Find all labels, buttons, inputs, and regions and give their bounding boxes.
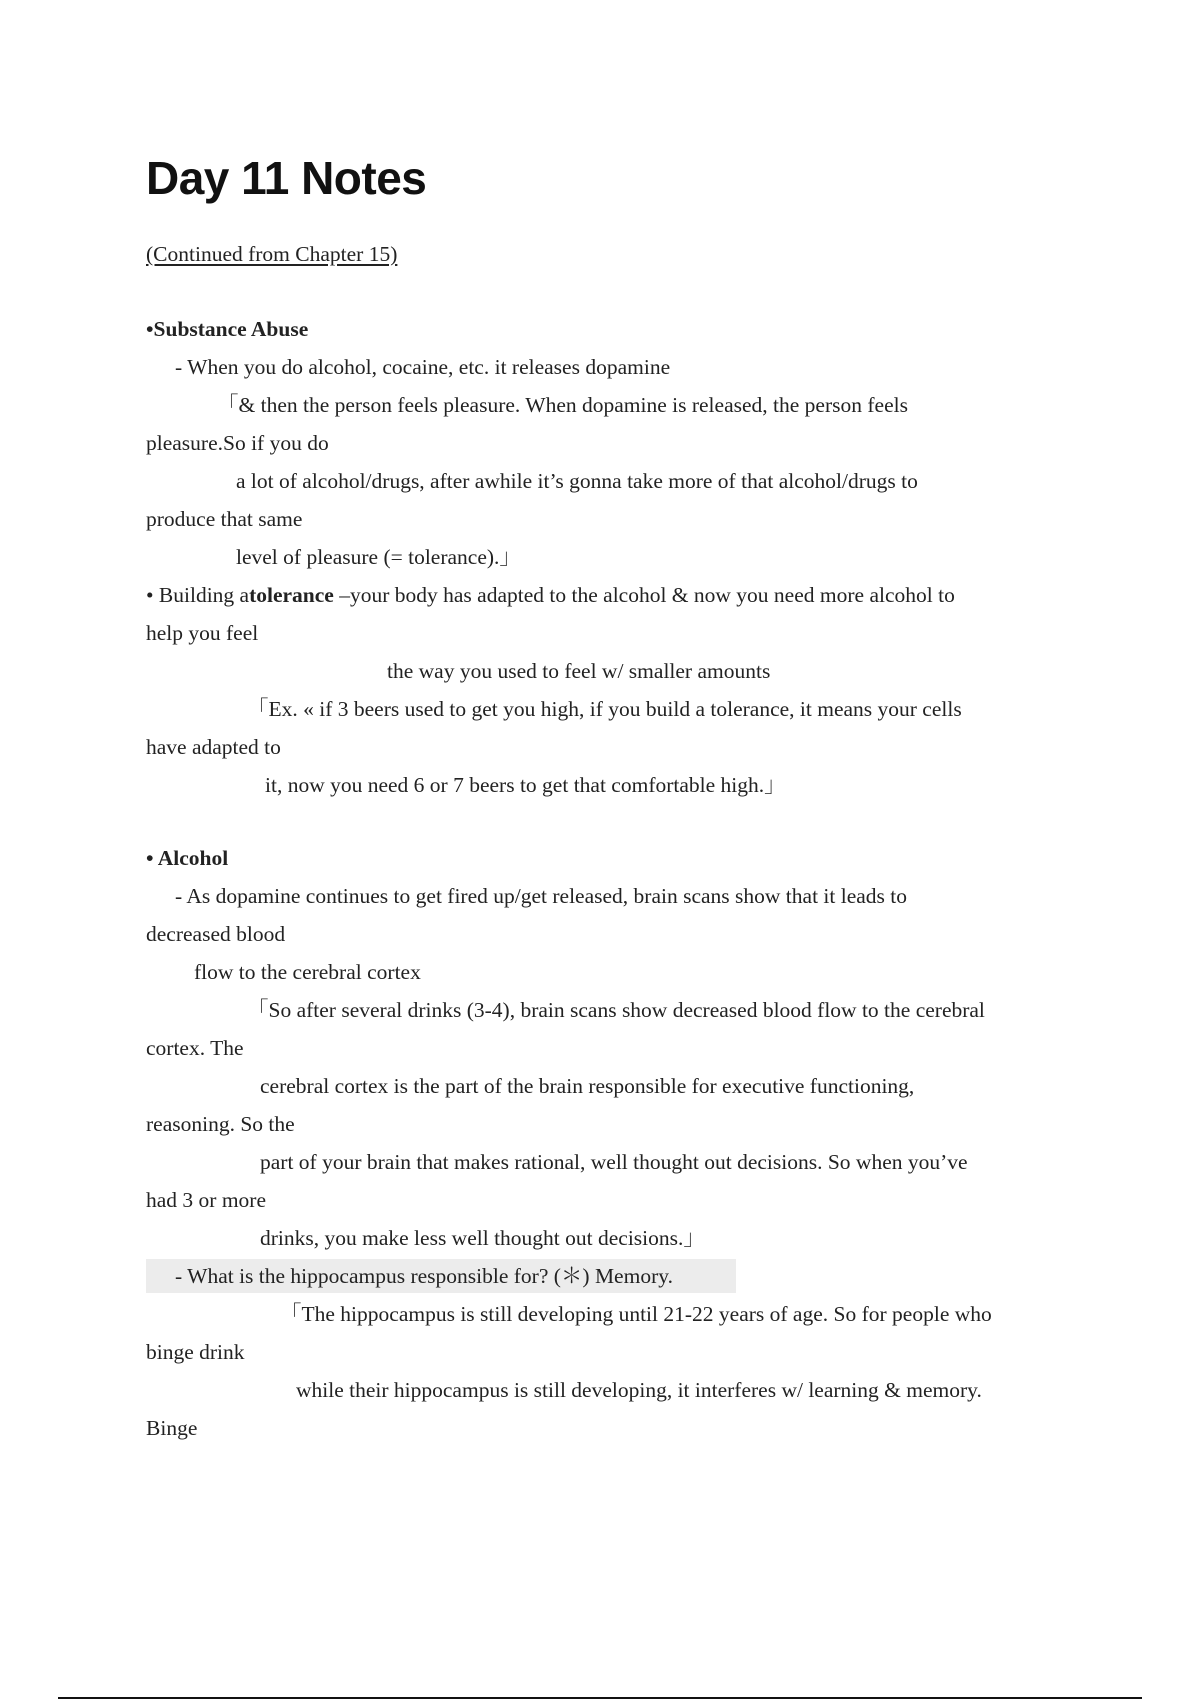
- note-line: 「The hippocampus is still developing until 21-22 years of age. So for people who: [280, 1302, 992, 1326]
- page-title: Day 11 Notes: [146, 152, 427, 204]
- note-line-tolerance: [146, 580, 955, 610]
- note-text: –your body has adapted to the alcohol & now you need more alcohol to: [333, 583, 955, 607]
- section-heading-substance-abuse: •Substance Abuse: [146, 317, 309, 341]
- note-line: binge drink: [146, 1340, 245, 1364]
- subtitle: (Continued from Chapter 15): [146, 242, 398, 266]
- note-line: had 3 or more: [146, 1188, 267, 1212]
- note-line: cerebral cortex is the part of the brain responsible for executive functioning,: [260, 1074, 915, 1098]
- note-line-highlighted: - What is the hippocampus responsible for? (＊) Memory.: [175, 1264, 673, 1288]
- note-line: 「& then the person feels pleasure. When dopamine is released, the person feels: [217, 393, 908, 417]
- note-line: produce that same: [146, 507, 303, 531]
- note-line: while their hippocampus is still developing, it interferes w/ learning & memory.: [296, 1378, 982, 1402]
- note-line: the way you used to feel w/ smaller amounts: [387, 659, 771, 683]
- note-line: part of your brain that makes rational, well thought out decisions. So when you’ve: [260, 1150, 968, 1174]
- note-line: Binge: [146, 1416, 198, 1440]
- note-line: decreased blood: [146, 922, 286, 946]
- bottom-rule: [58, 1697, 1142, 1699]
- note-line: pleasure.So if you do: [146, 431, 329, 455]
- note-line: have adapted to: [146, 735, 281, 759]
- note-line: 「Ex. « if 3 beers used to get you high, if you build a tolerance, it means your cells: [247, 697, 962, 721]
- note-line: cortex. The: [146, 1036, 244, 1060]
- note-line: 「So after several drinks (3-4), brain scans show decreased blood flow to the cerebral: [247, 998, 985, 1022]
- note-line: drinks, you make less well thought out decisions.」: [260, 1226, 705, 1250]
- note-line: help you feel: [146, 621, 259, 645]
- section-heading-alcohol: • Alcohol: [146, 846, 229, 870]
- note-line: level of pleasure (= tolerance).」: [236, 545, 521, 569]
- note-line: reasoning. So the: [146, 1112, 295, 1136]
- note-line: flow to the cerebral cortex: [194, 960, 421, 984]
- term-tolerance: tolerance: [249, 583, 334, 607]
- note-line: - As dopamine continues to get fired up/get released, brain scans show that it leads to: [175, 884, 908, 908]
- note-line: a lot of alcohol/drugs, after awhile it’s gonna take more of that alcohol/drugs to: [236, 469, 918, 493]
- note-line: it, now you need 6 or 7 beers to get that comfortable high.」: [265, 773, 786, 797]
- note-line: - When you do alcohol, cocaine, etc. it releases dopamine: [175, 355, 671, 379]
- note-text: • Building a: [146, 583, 250, 607]
